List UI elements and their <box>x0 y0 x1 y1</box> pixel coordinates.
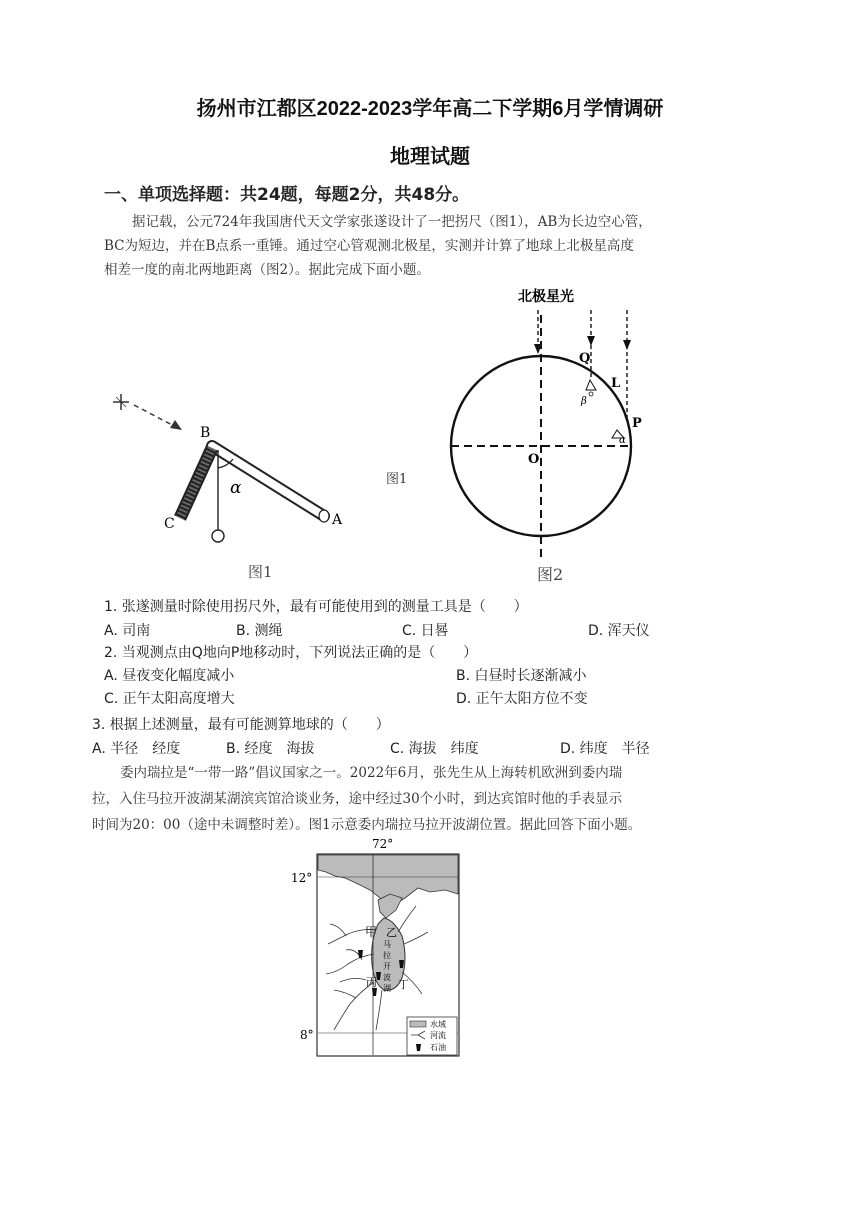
label-C: C <box>164 516 175 532</box>
intro-line: 时间为20：00（途中未调整时差）。图1示意委内瑞拉马拉开波湖位置。据此回答下面小题。 <box>92 817 642 833</box>
label-alpha-2: α <box>619 435 626 446</box>
water-legend-swatch <box>410 1021 426 1027</box>
q3-option-a[interactable]: A. 半径 经度 <box>92 741 181 757</box>
polaris-light-label: 北极星光 <box>518 289 574 305</box>
q1-option-c[interactable]: C. 日晷 <box>402 623 449 639</box>
sight-line <box>134 405 176 427</box>
legend-river: 河流 <box>430 1031 446 1040</box>
lake-char: 开 <box>383 962 391 971</box>
arrow-icon <box>170 420 182 430</box>
label-B: B <box>200 425 211 441</box>
maracaibo-map <box>290 832 480 1062</box>
intro-line: 拉，入住马拉开波湖某湖滨宾馆洽谈业务，途中经过30个小时，到达宾馆时他的手表显示 <box>92 791 623 807</box>
lake-char: 拉 <box>383 951 391 960</box>
venezuela-paragraph <box>92 760 732 838</box>
label-beta: β <box>581 396 587 407</box>
q3-option-d[interactable]: D. 纬度 半径 <box>560 741 650 757</box>
q2-option-d[interactable]: D. 正午太阳方位不变 <box>456 691 588 707</box>
intro-line: 据记载，公元724年我国唐代天文学家张遂设计了一把拐尺（图1），AB为长边空心管， <box>132 214 652 230</box>
page-title: 扬州市江都区2022-2023学年高二下学期6月学情调研 <box>196 98 664 120</box>
star-icon <box>113 394 129 410</box>
q1-option-d[interactable]: D. 浑天仪 <box>588 623 650 639</box>
label-O: O <box>528 452 540 467</box>
q2-option-a[interactable]: A. 昼夜变化幅度减小 <box>104 668 235 684</box>
figure-2-caption: 图2 <box>537 565 564 584</box>
legend-water: 水域 <box>430 1020 446 1029</box>
lake-char: 湖 <box>383 984 391 993</box>
page-subtitle: 地理试题 <box>390 146 470 168</box>
longitude-label: 72° <box>372 837 394 851</box>
lake-char: 波 <box>383 973 391 982</box>
question-3-stem: 3. 根据上述测量，最有可能测算地球的（ ） <box>92 717 390 733</box>
q1-option-a[interactable]: A. 司南 <box>104 623 151 639</box>
lake-char: 马 <box>383 940 391 949</box>
observer-marker-Q <box>586 380 596 390</box>
label-alpha: α <box>230 478 242 498</box>
label-yi: 乙 <box>386 926 397 939</box>
label-jia: 甲 <box>365 925 378 939</box>
figure-2-earth <box>440 280 660 585</box>
q3-option-c[interactable]: C. 海拔 纬度 <box>390 741 479 757</box>
figure-1-trysquare <box>100 380 360 590</box>
figure-side-label: 图1 <box>386 472 408 487</box>
intro-line: 委内瑞拉是“一带一路”倡议国家之一。2022年6月，张先生从上海转机欧洲到委内瑞 <box>120 765 623 781</box>
figure-1-caption: 图1 <box>248 563 273 581</box>
question-1-stem: 1. 张遂测量时除使用拐尺外，最有可能使用到的测量工具是（ ） <box>104 599 528 615</box>
label-P: P <box>632 416 642 431</box>
question-2-stem: 2. 当观测点由Q地向P地移动时，下列说法正确的是（ ） <box>104 645 478 661</box>
section-heading: 一、单项选择题：共24题，每题2分，共48分。 <box>104 185 470 205</box>
intro-paragraph <box>104 210 724 282</box>
label-Q: Q <box>579 351 591 366</box>
label-bing: 丙 <box>366 976 377 989</box>
q1-option-b[interactable]: B. 测绳 <box>236 623 283 639</box>
legend-oil: 石油 <box>430 1043 446 1052</box>
intro-line: BC为短边，并在B点系一重锤。通过空心管观测北极星，实测并计算了地球上北极星高度 <box>104 238 634 254</box>
label-A: A <box>332 512 343 528</box>
label-L: L <box>611 376 621 391</box>
map-legend <box>407 1017 457 1055</box>
q3-option-b[interactable]: B. 经度 海拔 <box>226 741 315 757</box>
q2-option-c[interactable]: C. 正午太阳高度增大 <box>104 691 235 707</box>
label-ding: 丁 <box>398 978 409 991</box>
latitude-top-label: 12° <box>291 871 313 885</box>
intro-line: 相差一度的南北两地距离（图2）。据此完成下面小题。 <box>104 262 430 278</box>
plumb-weight <box>212 530 224 542</box>
latitude-bottom-label: 8° <box>300 1028 314 1042</box>
q2-option-b[interactable]: B. 白昼时长逐渐减小 <box>456 668 587 684</box>
